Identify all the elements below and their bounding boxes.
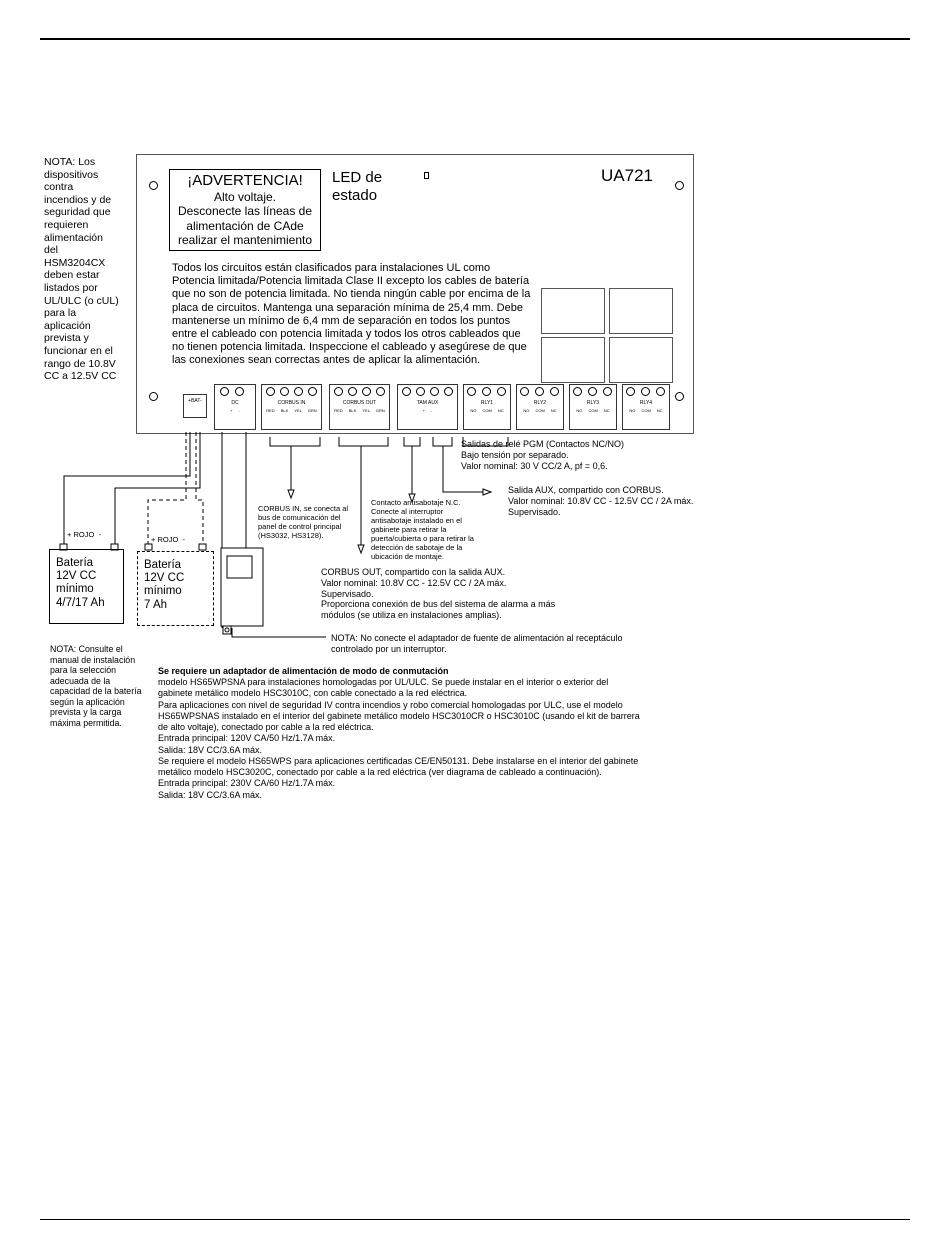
tamper-note: Contacto antisabotaje N.C. Conecte al interruptor antisabotaje instalado en el gabinete para retirar la puerta/cubierta o para retirar la detección de sabotaje de la ubicación de montaje. xyxy=(371,498,474,561)
note-fire-devices: NOTA: Los dispositivos contra incendios y de seguridad que requieren alimentación del HSM3204CX deben estar listados por UL/ULC (o cUL) para la aplicación prevista y funcionar en el rango de 10.8V CC a 12.5V CC xyxy=(44,156,119,383)
terminal-rly2-sub: NO COM NC xyxy=(523,408,557,413)
psu-heading: Se requiere un adaptador de alimentación de modo de conmutación xyxy=(158,666,449,676)
terminal-rly3-label: RLY3 xyxy=(586,400,600,406)
battery-2-label: Batería 12V CC mínimo 7 Ah xyxy=(144,559,185,611)
adapter-receptacle-note: NOTA: No conecte el adaptador de fuente de alimentación al receptáculo controlado por un interruptor. xyxy=(331,633,623,654)
model-label: UA721 xyxy=(601,166,653,185)
terminal-dc-label: DC xyxy=(231,400,239,406)
battery-connector-label: +BAT- xyxy=(188,398,202,404)
battery-1 xyxy=(49,549,124,624)
terminal-dc-sub: + - xyxy=(230,408,240,413)
battery2-polarity: + ROJO - xyxy=(151,535,185,544)
terminal-rly1-label: RLY1 xyxy=(480,400,494,406)
terminal-tam-aux-sub: + - xyxy=(422,408,433,413)
terminal-corbus-in-sub: RED BLK YEL GRN xyxy=(266,408,317,413)
warning-heading: ¡ADVERTENCIA! xyxy=(187,172,303,189)
battery-1-label: Batería 12V CC mínimo 4/7/17 Ah xyxy=(56,557,105,609)
terminal-rly4-sub: NO COM NC xyxy=(629,408,663,413)
board-circuit-note: Todos los circuitos están clasificados para instalaciones UL como Potencia limitada/Potencia limitada Clase II excepto los cables de batería que no son de potencia limitada. No tienda ningún cable por encima de la placa de circuitos. Mantenga una separación mínima de 25,4 mm. Debe mantenerse un mínimo de 6,4 mm de separación en todos los puntos entre el cableado con potencia limitada y todos los otros cableados que no tienen potencia limitada. Inspeccione el cableado y asegúrese de que las conexiones sean correctas antes de aplicar la alimentación. xyxy=(172,262,531,367)
terminal-corbus-out-label: CORBUS OUT xyxy=(342,400,377,406)
aux-output-note: Salida AUX, compartido con CORBUS. Valor nominal: 10.8V CC - 12.5V CC / 2A máx. Supervisado. xyxy=(508,485,694,517)
terminal-tam-aux-label: TAM AUX xyxy=(416,400,439,406)
status-led-label: LED de estado xyxy=(332,169,383,204)
battery1-polarity: + ROJO - xyxy=(67,530,101,539)
warning-body: Alto voltaje. Desconecte las líneas de alimentación de CAde realizar el mantenimiento xyxy=(177,190,313,248)
battery-2 xyxy=(137,551,214,626)
battery-selection-note: NOTA: Consulte el manual de instalación para la selección adecuada de la capacidad de la batería según la aplicación prevista y la carga máxima permitida. xyxy=(50,644,142,728)
relay-outputs-note: Salidas de relé PGM (Contactos NC/NO) Bajo tensión por separado. Valor nominal: 30 V CC/2 A, pf = 0,6. xyxy=(461,439,625,471)
terminal-rly1-sub: NO COM NC xyxy=(470,408,504,413)
terminal-rly3-sub: NO COM NC xyxy=(576,408,610,413)
terminal-rly4-label: RLY4 xyxy=(639,400,653,406)
corbus-in-note: CORBUS IN, se conecta al bus de comunicación del panel de control principal (HS3032, HS3128). xyxy=(258,504,349,540)
psu-requirements: modelo HS65WPSNA para instalaciones homologadas por UL/ULC. Se puede instalar en el interior o exterior del gabinete metálico modelo HSC3010C, con cable conectado a la red eléctrica. Para aplicaciones con nivel de seguridad IV contra incendios y robo comercial homologadas por ULC, use el modelo HS65WPSNAS instalado en el interior del gabinete metálico modelo HSC3010CR o HSC3010C (usando el kit de barrera de alto voltaje), conectado por cable a la red eléctrica. Entrada principal: 120V CA/50 Hz/1.7A máx. Salida: 18V CC/3.6A máx. Se requiere el modelo HS65WPS para aplicaciones certificadas CE/EN50131. Debe instalarse en el interior del gabinete metálico modelo HSC3020C, conectado por cable a la red eléctrica (ver diagrama de cableado a continuación). Entrada principal: 230V CA/60 Hz/1.7A máx. Salida: 18V CC/3.6A máx. xyxy=(158,677,640,800)
terminal-corbus-out-sub: RED BLK YEL GRN xyxy=(334,408,385,413)
terminal-rly2-label: RLY2 xyxy=(533,400,547,406)
corbus-out-note: CORBUS OUT, compartido con la salida AUX. Valor nominal: 10.8V CC - 12.5V CC / 2A máx. Supervisado. Proporciona conexión de bus del sistema de alarma a más módulos (se utiliza en instalaciones amplias). xyxy=(321,567,556,621)
terminal-corbus-in-label: CORBUS IN xyxy=(277,400,306,406)
